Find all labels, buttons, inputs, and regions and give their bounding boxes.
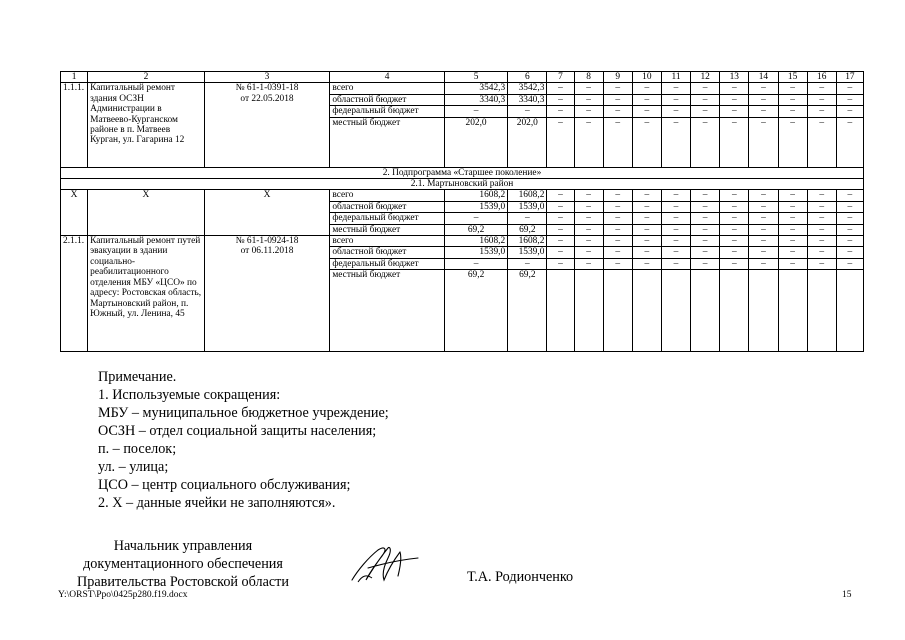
dash-cell: – (836, 201, 863, 212)
table-row (61, 167, 864, 178)
budget-label-regional: областной бюджет (330, 201, 445, 212)
dash-cell: – (691, 117, 720, 167)
dash-cell: – (749, 106, 778, 117)
dash-cell: – (547, 117, 574, 167)
dash-cell: – (547, 224, 574, 235)
x-cell: Х (61, 190, 88, 236)
dash-cell: – (603, 213, 632, 224)
dash-cell: – (603, 236, 632, 247)
dash-cell: – (661, 190, 690, 201)
dash-cell: – (720, 83, 749, 94)
dash-cell: – (836, 83, 863, 94)
dash-cell: – (574, 213, 603, 224)
budget-label-total: всего (330, 236, 445, 247)
dash-cell: – (632, 106, 661, 117)
dash-cell: – (749, 258, 778, 269)
dash-cell: – (836, 224, 863, 235)
dash-cell: – (836, 117, 863, 167)
dash-cell: – (603, 94, 632, 105)
object-name: Капитальный ремонт здания ОСЗН Администрации в Матвеево-Курганском районе в п. Матвеев Курган, ул. Гагарина 12 (88, 83, 205, 167)
header-col-16: 16 (807, 72, 836, 83)
value-cell: 1608,2 (508, 236, 547, 247)
dash-cell: – (632, 258, 661, 269)
dash-cell: – (720, 258, 749, 269)
dash-cell: – (691, 224, 720, 235)
dash-cell: – (807, 247, 836, 258)
dash-cell: – (574, 83, 603, 94)
dash-cell: – (632, 236, 661, 247)
value-cell: 3542,3 (444, 83, 507, 94)
dash-cell: – (807, 106, 836, 117)
dash-cell: – (547, 94, 574, 105)
dash-cell: – (778, 247, 807, 258)
dash-cell: – (691, 213, 720, 224)
value-cell: 202,0 (508, 117, 547, 167)
document-number: № 61-1-0924-18 (235, 236, 299, 247)
dash-cell: – (632, 213, 661, 224)
dash-cell: – (720, 224, 749, 235)
signer-name: Т.А. Родионченко (467, 569, 574, 585)
dash-cell: – (632, 201, 661, 212)
dash-cell: – (836, 247, 863, 258)
dash-cell: – (749, 236, 778, 247)
dash-cell: – (661, 224, 690, 235)
header-col-6: 6 (508, 72, 547, 83)
empty-cell (661, 270, 690, 352)
value-cell: 1539,0 (508, 201, 547, 212)
empty-cell (691, 270, 720, 352)
empty-cell (574, 270, 603, 352)
dash-cell: – (632, 247, 661, 258)
budget-label-federal: федеральный бюджет (330, 258, 445, 269)
row-number: 2.1.1. (61, 236, 88, 352)
notes-line: ЦСО – центр социального обслуживания; (98, 477, 351, 493)
dash-cell: – (720, 247, 749, 258)
header-col-10: 10 (632, 72, 661, 83)
dash-cell: – (807, 94, 836, 105)
budget-label-local: местный бюджет (330, 270, 445, 352)
dash-cell: – (778, 117, 807, 167)
value-cell: 69,2 (508, 224, 547, 235)
dash-cell: – (603, 224, 632, 235)
dash-cell: – (807, 201, 836, 212)
dash-cell: – (661, 201, 690, 212)
dash-cell: – (778, 236, 807, 247)
budget-label-regional: областной бюджет (330, 94, 445, 105)
dash-cell: – (720, 117, 749, 167)
header-col-1: 1 (61, 72, 88, 83)
budget-label-regional: областной бюджет (330, 247, 445, 258)
header-col-13: 13 (720, 72, 749, 83)
value-cell: – (508, 258, 547, 269)
header-col-15: 15 (778, 72, 807, 83)
dash-cell: – (691, 236, 720, 247)
table-row (61, 236, 864, 247)
dash-cell: – (574, 94, 603, 105)
value-cell: 69,2 (508, 270, 547, 352)
value-cell: 1608,2 (508, 190, 547, 201)
dash-cell: – (691, 190, 720, 201)
dash-cell: – (632, 224, 661, 235)
x-cell: Х (88, 190, 205, 236)
dash-cell: – (574, 190, 603, 201)
table-row (61, 179, 864, 190)
dash-cell: – (749, 213, 778, 224)
table-row (61, 190, 864, 201)
budget-label-local: местный бюджет (330, 224, 445, 235)
notes-line: МБУ – муниципальное бюджетное учреждение; (98, 405, 389, 421)
dash-cell: – (603, 201, 632, 212)
header-col-8: 8 (574, 72, 603, 83)
value-cell: 3340,3 (444, 94, 507, 105)
subprogram-title: 2. Подпрограмма «Старшее поколение» (61, 167, 864, 178)
dash-cell: – (749, 190, 778, 201)
header-col-17: 17 (836, 72, 863, 83)
dash-cell: – (547, 247, 574, 258)
header-col-4: 4 (330, 72, 445, 83)
dash-cell: – (661, 247, 690, 258)
dash-cell: – (691, 94, 720, 105)
document-date: от 22.05.2018 (240, 93, 294, 104)
dash-cell: – (547, 83, 574, 94)
table-header-row (61, 72, 864, 83)
dash-cell: – (691, 106, 720, 117)
value-cell: 69,2 (444, 224, 507, 235)
dash-cell: – (807, 224, 836, 235)
value-cell: – (444, 106, 507, 117)
file-path: Y:\ORST\Ppo\0425p280.f19.docx (58, 590, 188, 600)
dash-cell: – (836, 258, 863, 269)
dash-cell: – (836, 190, 863, 201)
dash-cell: – (720, 213, 749, 224)
dash-cell: – (749, 247, 778, 258)
dash-cell: – (603, 117, 632, 167)
dash-cell: – (547, 236, 574, 247)
district-title: 2.1. Мартыновский район (61, 179, 864, 190)
dash-cell: – (547, 258, 574, 269)
dash-cell: – (547, 213, 574, 224)
page-number: 15 (842, 590, 852, 600)
notes-line: ул. – улица; (98, 459, 169, 475)
dash-cell: – (836, 213, 863, 224)
value-cell: 1608,2 (444, 190, 507, 201)
value-cell: – (444, 258, 507, 269)
empty-cell (547, 270, 574, 352)
value-cell: 3340,3 (508, 94, 547, 105)
dash-cell: – (661, 94, 690, 105)
budget-table (60, 71, 864, 352)
dash-cell: – (574, 201, 603, 212)
header-col-2: 2 (88, 72, 205, 83)
value-cell: – (508, 213, 547, 224)
dash-cell: – (632, 94, 661, 105)
dash-cell: – (807, 190, 836, 201)
value-cell: 1539,0 (508, 247, 547, 258)
header-col-12: 12 (691, 72, 720, 83)
row-number: 1.1.1. (61, 83, 88, 167)
document-number: № 61-1-0391-18 (235, 83, 299, 94)
budget-label-federal: федеральный бюджет (330, 213, 445, 224)
budget-label-federal: федеральный бюджет (330, 106, 445, 117)
empty-cell (720, 270, 749, 352)
empty-cell (807, 270, 836, 352)
dash-cell: – (749, 83, 778, 94)
dash-cell: – (778, 213, 807, 224)
notes-line: п. – поселок; (98, 441, 177, 457)
value-cell: 69,2 (444, 270, 507, 352)
dash-cell: – (778, 258, 807, 269)
dash-cell: – (778, 190, 807, 201)
dash-cell: – (574, 236, 603, 247)
dash-cell: – (749, 201, 778, 212)
dash-cell: – (574, 117, 603, 167)
value-cell: 1608,2 (444, 236, 507, 247)
dash-cell: – (720, 201, 749, 212)
header-col-9: 9 (603, 72, 632, 83)
header-col-5: 5 (444, 72, 507, 83)
header-col-11: 11 (661, 72, 690, 83)
dash-cell: – (661, 106, 690, 117)
empty-cell (836, 270, 863, 352)
dash-cell: – (603, 258, 632, 269)
header-col-14: 14 (749, 72, 778, 83)
dash-cell: – (836, 94, 863, 105)
dash-cell: – (807, 236, 836, 247)
dash-cell: – (778, 83, 807, 94)
dash-cell: – (749, 94, 778, 105)
empty-cell (632, 270, 661, 352)
value-cell: 202,0 (444, 117, 507, 167)
dash-cell: – (720, 94, 749, 105)
signer-position (58, 537, 308, 591)
notes-block (98, 368, 389, 512)
budget-label-total: всего (330, 190, 445, 201)
position-line: документационного обеспечения (83, 556, 283, 572)
dash-cell: – (691, 247, 720, 258)
dash-cell: – (632, 190, 661, 201)
dash-cell: – (749, 117, 778, 167)
dash-cell: – (661, 117, 690, 167)
dash-cell: – (547, 190, 574, 201)
notes-line: 2. Х – данные ячейки не заполняются». (98, 495, 336, 511)
value-cell: – (508, 106, 547, 117)
dash-cell: – (691, 201, 720, 212)
dash-cell: – (574, 247, 603, 258)
dash-cell: – (603, 190, 632, 201)
x-cell: Х (204, 190, 330, 236)
budget-label-total: всего (330, 83, 445, 94)
budget-label-local: местный бюджет (330, 117, 445, 167)
table-row (61, 83, 864, 94)
dash-cell: – (661, 236, 690, 247)
dash-cell: – (807, 258, 836, 269)
dash-cell: – (661, 213, 690, 224)
dash-cell: – (603, 83, 632, 94)
position-line: Начальник управления (113, 538, 253, 554)
value-cell: – (444, 213, 507, 224)
dash-cell: – (720, 236, 749, 247)
dash-cell: – (749, 224, 778, 235)
dash-cell: – (574, 106, 603, 117)
dash-cell: – (836, 236, 863, 247)
dash-cell: – (807, 213, 836, 224)
dash-cell: – (661, 258, 690, 269)
object-name: Капитальный ремонт путей эвакуации в здании социально-реабилитационного отделения МБУ «ЦСО» по адресу: Ростовская область, Мартыновский район, п. Южный, ул. Ленина, 45 (88, 236, 205, 352)
dash-cell: – (603, 247, 632, 258)
document-date: от 06.11.2018 (240, 246, 294, 257)
dash-cell: – (778, 201, 807, 212)
dash-cell: – (807, 117, 836, 167)
dash-cell: – (547, 201, 574, 212)
header-col-3: 3 (204, 72, 330, 83)
dash-cell: – (807, 83, 836, 94)
dash-cell: – (632, 117, 661, 167)
position-line: Правительства Ростовской области (77, 574, 289, 590)
value-cell: 3542,3 (508, 83, 547, 94)
dash-cell: – (691, 258, 720, 269)
value-cell: 1539,0 (444, 201, 507, 212)
empty-cell (778, 270, 807, 352)
dash-cell: – (661, 83, 690, 94)
dash-cell: – (720, 106, 749, 117)
document-ref (204, 236, 330, 352)
empty-cell (749, 270, 778, 352)
dash-cell: – (547, 106, 574, 117)
dash-cell: – (778, 106, 807, 117)
dash-cell: – (778, 224, 807, 235)
dash-cell: – (574, 258, 603, 269)
dash-cell: – (603, 106, 632, 117)
dash-cell: – (632, 83, 661, 94)
notes-line: 1. Используемые сокращения: (98, 387, 281, 403)
notes-line: ОСЗН – отдел социальной защиты населения; (98, 423, 377, 439)
value-cell: 1539,0 (444, 247, 507, 258)
header-col-7: 7 (547, 72, 574, 83)
dash-cell: – (836, 106, 863, 117)
empty-cell (603, 270, 632, 352)
dash-cell: – (778, 94, 807, 105)
notes-title: Примечание. (98, 369, 177, 385)
dash-cell: – (720, 190, 749, 201)
dash-cell: – (691, 83, 720, 94)
handwritten-signature (348, 540, 428, 586)
document-ref (204, 83, 330, 167)
dash-cell: – (574, 224, 603, 235)
